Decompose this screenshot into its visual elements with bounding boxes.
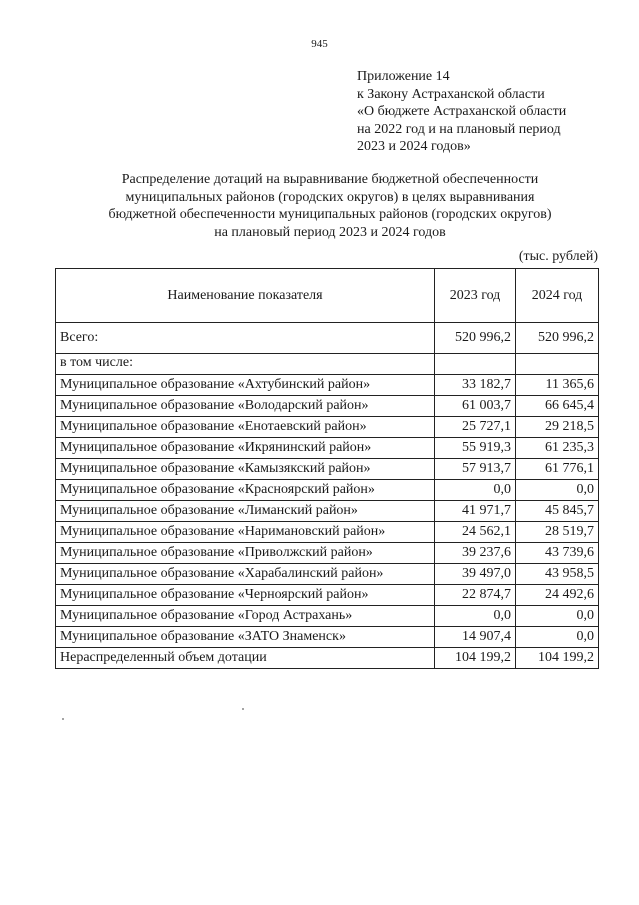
subsidies-table [55,268,599,669]
row-2024-cell: 0,0 [516,480,599,501]
row-2023-cell: 61 003,7 [435,396,516,417]
row-2023-cell: 57 913,7 [435,459,516,480]
row-2024-cell: 61 776,1 [516,459,599,480]
appendix-header [357,68,566,156]
row-name-cell: Муниципальное образование «Лиманский район» [56,501,435,522]
row-name-cell: Муниципальное образование «Харабалинский район» [56,564,435,585]
row-2023-cell: 55 919,3 [435,438,516,459]
table-row [56,564,599,585]
document-title [60,171,600,241]
row-2023-cell: 41 971,7 [435,501,516,522]
row-name-cell: Муниципальное образование «Черноярский район» [56,585,435,606]
total-2023: 520 996,2 [435,323,516,354]
row-2023-cell: 0,0 [435,606,516,627]
row-name-cell: Муниципальное образование «Енотаевский район» [56,417,435,438]
page-number: 945 [311,38,328,50]
row-2023-cell: 39 497,0 [435,564,516,585]
row-2023-cell: 0,0 [435,480,516,501]
row-2023-cell: 24 562,1 [435,522,516,543]
table-row [56,627,599,648]
appendix-line: к Закону Астраханской области [357,86,545,102]
row-name-cell: Муниципальное образование «Красноярский район» [56,480,435,501]
row-name-cell: Муниципальное образование «Наримановский район» [56,522,435,543]
empty-cell [516,354,599,375]
column-header-name: Наименование показателя [56,269,435,323]
row-2023-cell: 33 182,7 [435,375,516,396]
row-2023-cell: 104 199,2 [435,648,516,669]
appendix-line: на 2022 год и на плановый период [357,121,561,137]
row-name-cell: Муниципальное образование «Ахтубинский район» [56,375,435,396]
row-2024-cell: 61 235,3 [516,438,599,459]
units-label: (тыс. рублей) [518,249,598,264]
row-name-cell: Муниципальное образование «Камызякский район» [56,459,435,480]
title-line: на плановый период 2023 и 2024 годов [214,224,446,240]
row-2023-cell: 25 727,1 [435,417,516,438]
column-header-2023: 2023 год [435,269,516,323]
table-row [56,543,599,564]
row-2024-cell: 45 845,7 [516,501,599,522]
appendix-line: 2023 и 2024 годов» [357,139,471,154]
table-row [56,648,599,669]
total-row [56,323,599,354]
row-name-cell: Нераспределенный объем дотации [56,648,435,669]
row-2024-cell: 11 365,6 [516,375,599,396]
row-2024-cell: 24 492,6 [516,585,599,606]
table-row [56,417,599,438]
row-2024-cell: 104 199,2 [516,648,599,669]
appendix-line: Приложение 14 [357,69,450,84]
scan-speck [62,718,64,720]
table-row [56,522,599,543]
title-line: Распределение дотаций на выравнивание бюджетной обеспеченности [121,172,539,187]
row-2024-cell: 43 958,5 [516,564,599,585]
row-2024-cell: 43 739,6 [516,543,599,564]
table-row [56,480,599,501]
table-row [56,375,599,396]
table-row [56,585,599,606]
title-line: муниципальных районов (городских округов) в целях выравнивания [125,189,535,205]
row-2024-cell: 0,0 [516,606,599,627]
row-name-cell: Муниципальное образование «Город Астрахань» [56,606,435,627]
row-2023-cell: 22 874,7 [435,585,516,606]
row-2024-cell: 66 645,4 [516,396,599,417]
column-header-2024: 2024 год [516,269,599,323]
subheader-label: в том числе: [56,354,435,375]
table-row [56,606,599,627]
title-line: бюджетной обеспеченности муниципальных районов (городских округов) [108,207,552,222]
row-2023-cell: 14 907,4 [435,627,516,648]
total-label: Всего: [56,323,435,354]
appendix-line: «О бюджете Астраханской области [357,104,567,119]
table-body [56,323,599,669]
row-name-cell: Муниципальное образование «Приволжский район» [56,543,435,564]
empty-cell [435,354,516,375]
table-row [56,501,599,522]
table-row [56,459,599,480]
row-name-cell: Муниципальное образование «ЗАТО Знаменск» [56,627,435,648]
table-row [56,396,599,417]
total-2024: 520 996,2 [516,323,599,354]
row-2024-cell: 29 218,5 [516,417,599,438]
row-2024-cell: 0,0 [516,627,599,648]
scan-speck [242,708,244,710]
row-2024-cell: 28 519,7 [516,522,599,543]
subheader-row [56,354,599,375]
row-2023-cell: 39 237,6 [435,543,516,564]
row-name-cell: Муниципальное образование «Икрянинский район» [56,438,435,459]
row-name-cell: Муниципальное образование «Володарский район» [56,396,435,417]
table-row [56,438,599,459]
